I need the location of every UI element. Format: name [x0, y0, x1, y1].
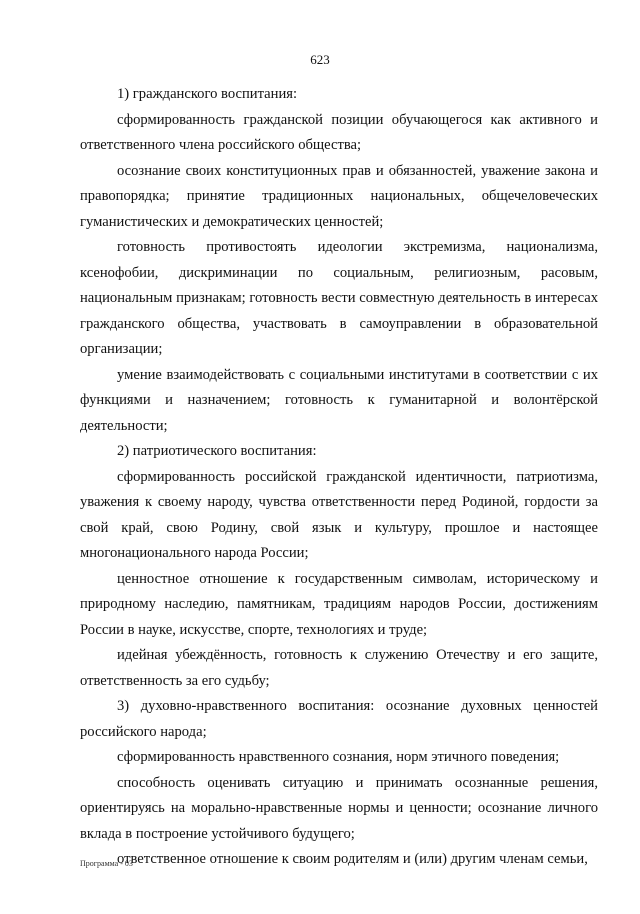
footer-program-label: Программа - 03: [80, 859, 133, 868]
page-number: 623: [310, 52, 330, 67]
body-text: [80, 82, 598, 873]
paragraph: идейная убеждённость, готовность к служению Отечеству и его защите, ответственность за его судьбу;: [80, 647, 598, 689]
paragraph: способность оценивать ситуацию и принимать осознанные решения, ориентируясь на морально-нравственные нормы и ценности; осознание личного вклада в построение устойчивого будущего;: [80, 774, 598, 842]
paragraph: сформированность гражданской позиции обучающегося как активного и ответственного члена российского общества;: [80, 111, 598, 153]
paragraph: ответственное отношение к своим родителям и (или) другим членам семьи,: [117, 851, 588, 867]
paragraph-civic-heading: 1) гражданского воспитания:: [117, 86, 298, 102]
paragraph: готовность противостоять идеологии экстремизма, национализма, ксенофобии, дискриминации по социальным, религиозным, расовым, национальным признакам; готовность вести совместную деятельность в интересах гражданского общества, участвовать в самоуправлении в образовательной организации;: [80, 239, 598, 357]
paragraph: умение взаимодействовать с социальными институтами в соответствии с их функциями и назначением; готовность к гуманитарной и волонтёрской деятельности;: [80, 366, 598, 434]
paragraph: сформированность нравственного сознания, норм этичного поведения;: [117, 749, 560, 765]
paragraph-patriotic-heading: 2) патриотического воспитания:: [117, 443, 317, 459]
paragraph-spiritual-heading: 3) духовно-нравственного воспитания: осознание духовных ценностей российского народа;: [80, 698, 598, 740]
paragraph: осознание своих конституционных прав и обязанностей, уважение закона и правопорядка; принятие традиционных национальных, общечеловеческих гуманистических и демократических ценностей;: [80, 162, 598, 230]
paragraph: ценностное отношение к государственным символам, историческому и природному наследию, памятникам, традициям народов России, достижениям России в науке, искусстве, спорте, технологиях и труде;: [80, 570, 598, 638]
paragraph: сформированность российской гражданской идентичности, патриотизма, уважения к своему народу, чувства ответственности перед Родиной, гордости за свой край, свою Родину, свой язык и культуру, прошлое и настоящее многонационального народа России;: [80, 468, 598, 561]
